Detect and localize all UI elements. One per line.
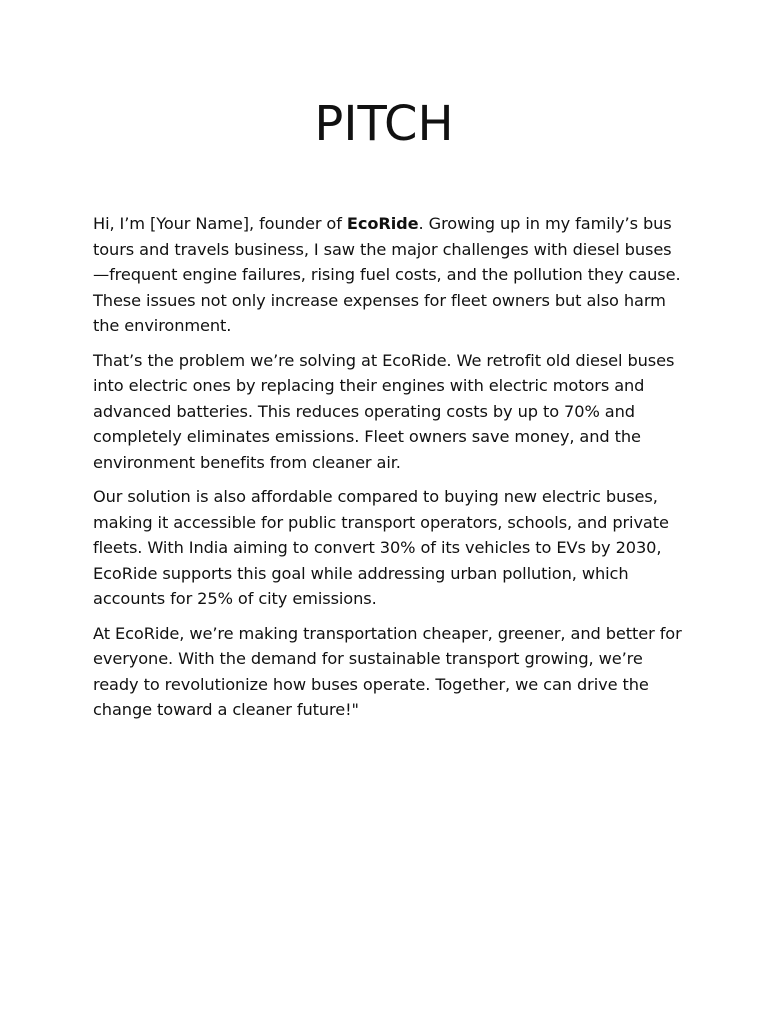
brand-name: EcoRide [346, 214, 419, 233]
intro-text-start: Hi, I’m [Your Name], founder of [93, 214, 347, 233]
pitch-body [93, 211, 685, 732]
paragraph-closing: At EcoRide, we’re making transportation cheaper, greener, and better for everyone. With the demand for sustainable transport growing, we’re ready to revolutionize how buses operate. Together, we can drive the change toward a cleaner future!" [93, 623, 682, 719]
paragraph-problem: That’s the problem we’re solving at EcoRide. We retrofit old diesel buses into electric ones by replacing their engines with electric motors and advanced batteries. This reduces operating costs by up to 70% and completely eliminates emissions. Fleet owners save money, and the environment benefits from cleaner air. [93, 350, 675, 472]
paragraph-intro [93, 211, 685, 339]
page-title: PITCH [314, 96, 454, 152]
paragraph-solution: Our solution is also affordable compared to buying new electric buses, making it accessible for public transport operators, schools, and private fleets. With India aiming to convert 30% of its vehicles to EVs by 2030, EcoRide supports this goal while addressing urban pollution, which accounts for 25% of city emissions. [93, 487, 669, 608]
intro-text-end: . Growing up in my family’s bus tours and travels business, I saw the major challenges with diesel buses—frequent engine failures, rising fuel costs, and the pollution they cause. These issues not only increase expenses for fleet owners but also harm the environment. [93, 214, 681, 335]
